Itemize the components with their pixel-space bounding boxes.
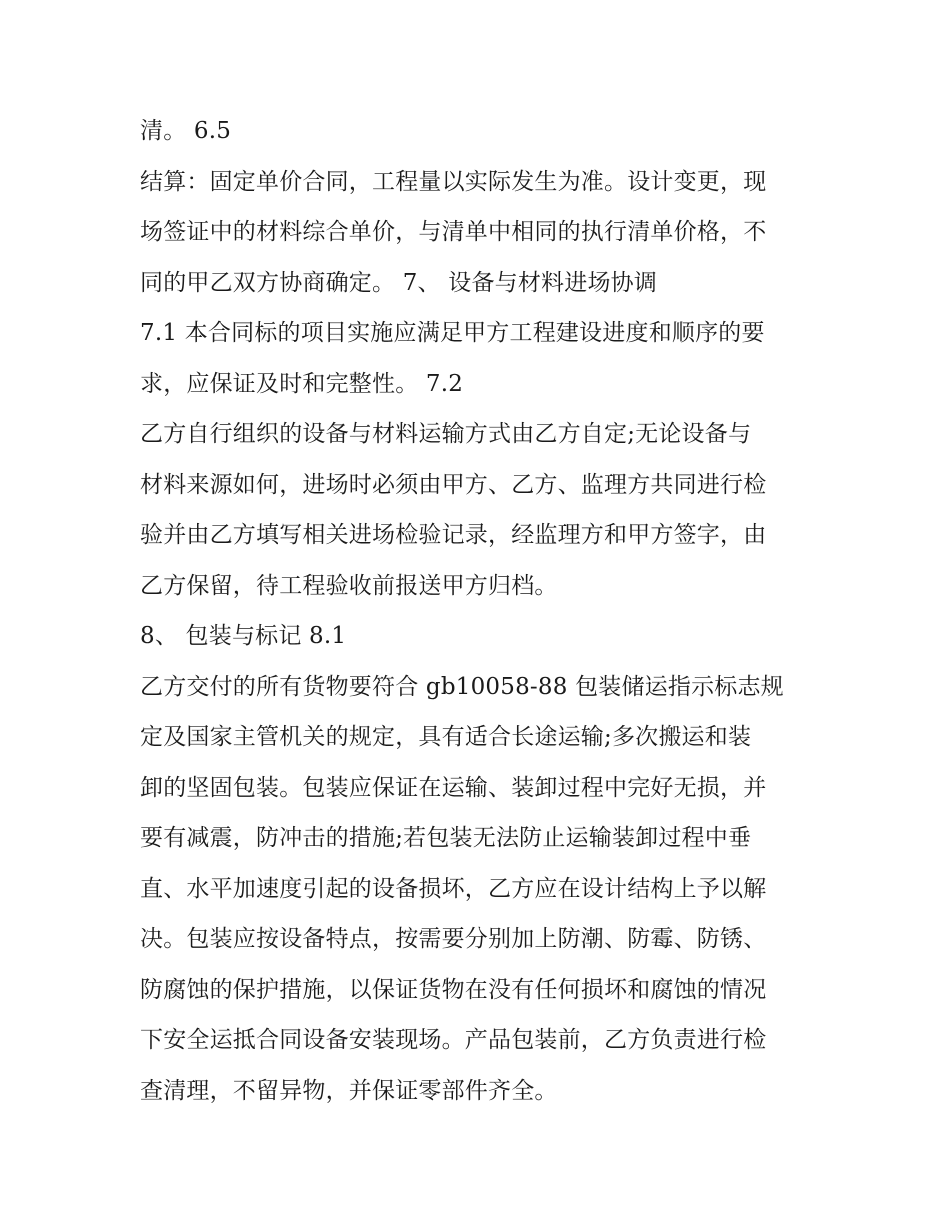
text-line: 定及国家主管机关的规定，具有适合长途运输;多次搬运和装 bbox=[140, 724, 752, 750]
text-line: 8、 包装与标记 8.1 bbox=[140, 623, 347, 649]
text-line: 乙方自行组织的设备与材料运输方式由乙方自定;无论设备与 bbox=[140, 421, 752, 447]
text-line: 乙方保留，待工程验收前报送甲方归档。 bbox=[140, 572, 558, 599]
text-line: 7.1 本合同标的项目实施应满足甲方工程建设进度和顺序的要 bbox=[140, 320, 765, 346]
text-line: 清。 6.5 bbox=[140, 118, 232, 144]
text-line: 防腐蚀的保护措施，以保证货物在没有任何损坏和腐蚀的情况 bbox=[140, 976, 767, 1003]
text-line: 直、水平加速度引起的设备损坏，乙方应在设计结构上予以解 bbox=[140, 875, 767, 902]
text-line: 同的甲乙双方协商确定。 7、 设备与材料进场协调 bbox=[140, 269, 658, 296]
text-line: 结算：固定单价合同，工程量以实际发生为准。设计变更，现 bbox=[140, 168, 767, 195]
text-line: 要有减震，防冲击的措施;若包装无法防止运输装卸过程中垂 bbox=[140, 825, 752, 851]
text-line: 决。包装应按设备特点，按需要分别加上防潮、防霉、防锈、 bbox=[140, 926, 767, 952]
text-line: 验并由乙方填写相关进场检验记录，经监理方和甲方签字，由 bbox=[140, 522, 767, 548]
text-line: 材料来源如何，进场时必须由甲方、乙方、监理方共同进行检 bbox=[140, 471, 767, 498]
text-line: 查清理，不留异物，并保证零部件齐全。 bbox=[140, 1077, 558, 1104]
text-line: 卸的坚固包装。包装应保证在运输、装卸过程中完好无损，并 bbox=[140, 774, 767, 801]
text-line: 下安全运抵合同设备安装现场。产品包装前，乙方负责进行检 bbox=[140, 1027, 767, 1053]
text-line: 场签证中的材料综合单价，与清单中相同的执行清单价格，不 bbox=[140, 219, 767, 245]
document-body bbox=[140, 106, 820, 1116]
text-line: 乙方交付的所有货物要符合 gb10058-88 包装储运指示标志规 bbox=[140, 673, 784, 700]
text-line: 求，应保证及时和完整性。 7.2 bbox=[140, 370, 464, 397]
